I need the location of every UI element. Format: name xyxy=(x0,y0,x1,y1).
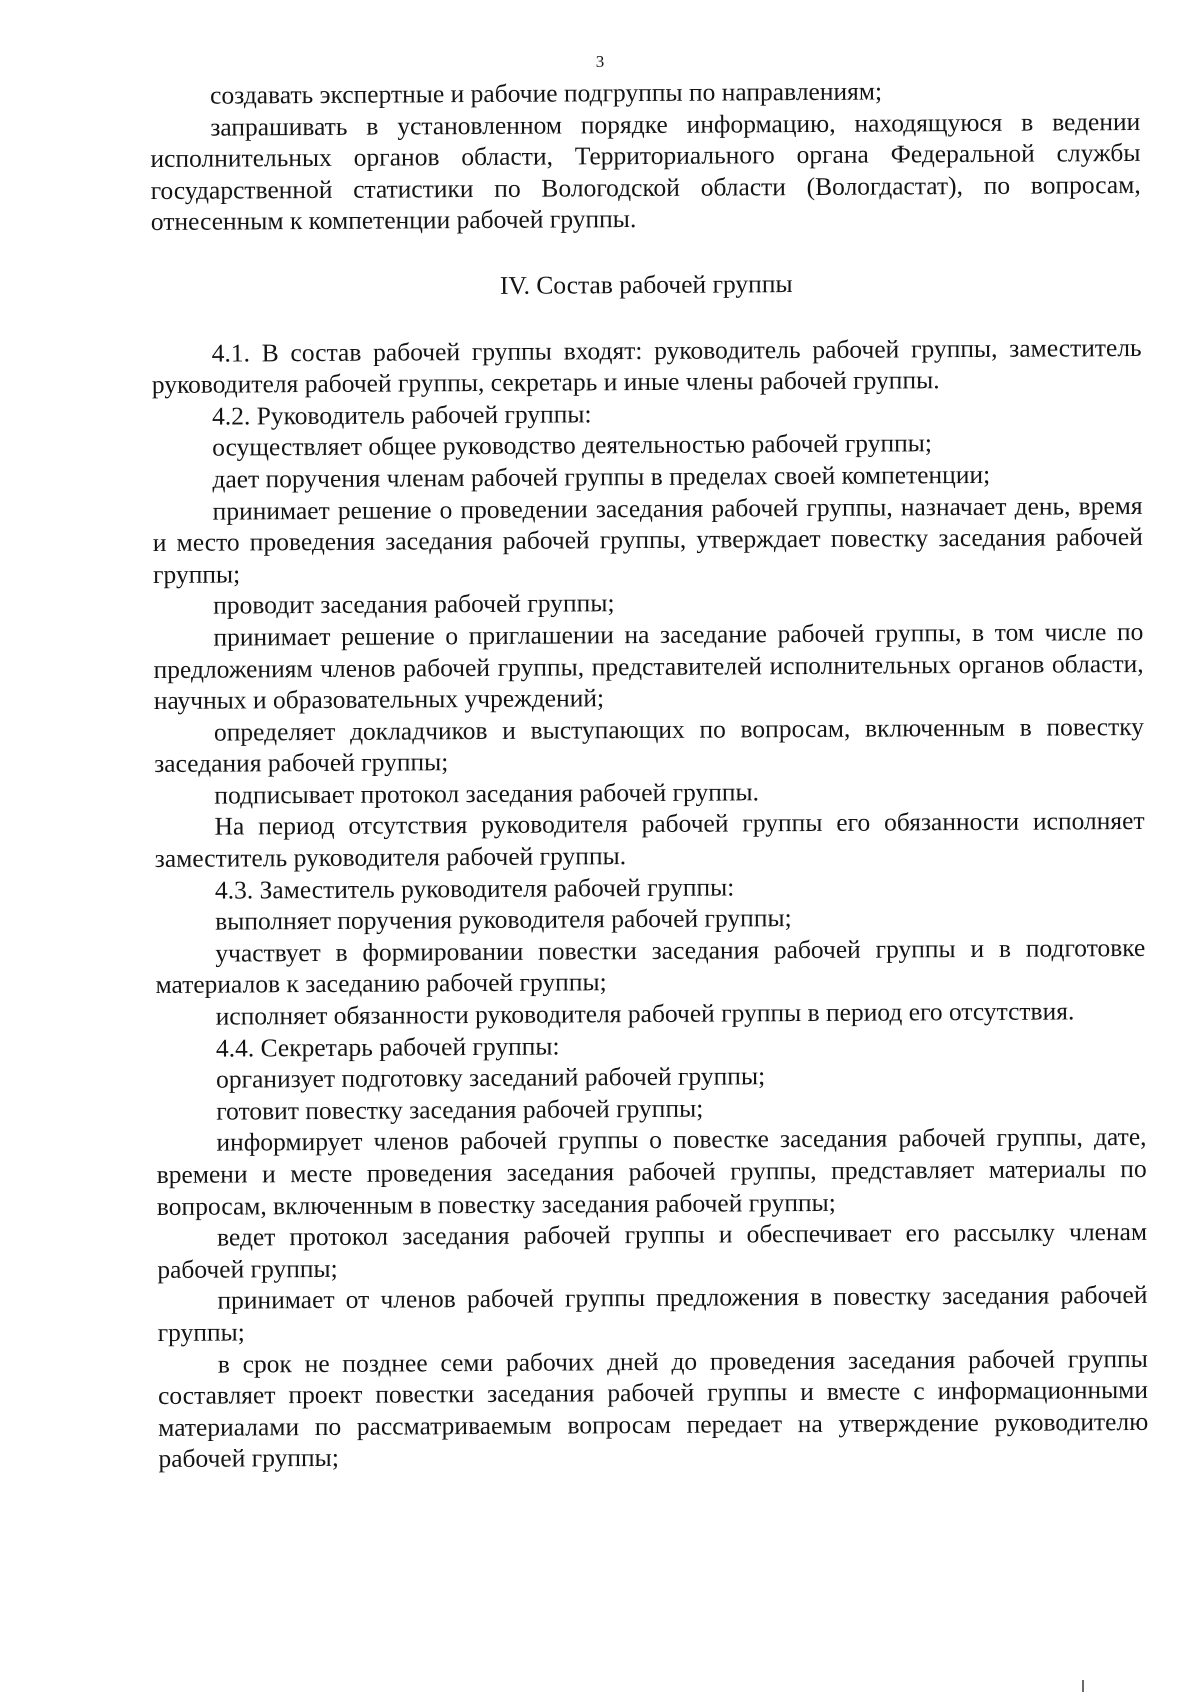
paragraph: проводит заседания рабочей группы; xyxy=(213,588,615,620)
paragraph: готовит повестку заседания рабочей группы; xyxy=(216,1093,704,1126)
paragraph: 4.2. Руководитель рабочей группы: xyxy=(211,399,592,431)
paragraph: 4.3. Заместитель руководителя рабочей группы: xyxy=(214,872,735,905)
paragraph: организует подготовку заседаний рабочей группы; xyxy=(216,1061,766,1094)
paragraph: исполняет обязанности руководителя рабочей группы в период его отсутствия. xyxy=(215,996,1075,1031)
paragraph: определяет докладчиков и выступающих по вопросам, включенным в повестку заседания рабочей группы; xyxy=(154,711,1145,779)
paragraph: принимает решение о проведении заседания рабочей группы, назначает день, время и место проведения заседания рабочей группы, утверждает повестку заседания рабочей группы; xyxy=(152,490,1143,589)
paragraph: участвует в формировании повестки заседания рабочей группы и в подготовке материалов к заседанию рабочей группы; xyxy=(155,932,1146,1000)
paragraph: осуществляет общее руководство деятельностью рабочей группы; xyxy=(212,428,932,462)
paragraph: в срок не позднее семи рабочих дней до проведения заседания рабочей группы составляет проект повестки заседания рабочей группы и вместе с информационными материалами по рассматриваемым вопросам передает на утверждение руководителю рабочей группы; xyxy=(157,1343,1149,1474)
paragraph: ведет протокол заседания рабочей группы и обеспечивает его рассылку членам рабочей группы; xyxy=(157,1217,1148,1284)
paragraph: запрашивать в установленном порядке информацию, находящуюся в ведении исполнительных органов области, Территориального органа Федеральной службы государственной статистики по Вологодской области (Вологдастат), по вопросам, отнесенным к компетенции рабочей группы. xyxy=(150,106,1141,237)
paragraphs-before-heading xyxy=(150,74,1141,238)
paragraph: создавать экспертные и рабочие подгруппы по направлениям; xyxy=(210,76,883,110)
section-heading: IV. Состав рабочей группы xyxy=(499,269,793,300)
page-number: 3 xyxy=(595,52,605,71)
paragraph: принимает от членов рабочей группы предложения в повестку заседания рабочей группы; xyxy=(157,1280,1148,1347)
paragraphs-after-heading xyxy=(152,332,1149,1475)
paragraph: подписывает протокол заседания рабочей группы. xyxy=(214,777,760,810)
paragraph: 4.4. Секретарь рабочей группы: xyxy=(215,1031,560,1063)
paragraph: дает поручения членам рабочей группы в пределах своей компетенции; xyxy=(212,459,991,494)
paragraph: принимает решение о приглашении на заседание рабочей группы, в том числе по предложениям членов рабочей группы, представителей исполнительных органов области, научных и образовательных учреждений; xyxy=(153,616,1144,716)
paragraph: 4.1. В состав рабочей группы входят: руководитель рабочей группы, заместитель руководителя рабочей группы, секретарь и иные члены рабочей группы. xyxy=(151,332,1142,400)
paragraph: На период отсутствия руководителя рабочей группы его обязанности исполняет заместитель руководителя рабочей группы. xyxy=(154,806,1145,874)
document-body xyxy=(150,74,1149,1475)
scan-artifact-mark xyxy=(1082,1680,1084,1692)
paragraph: выполняет поручения руководителя рабочей группы; xyxy=(215,903,792,936)
paragraph: информирует членов рабочей группы о повестке заседания рабочей группы, дате, времени и месте проведения заседания рабочей группы, представляет материалы по вопросам, включенным в повестку заседания рабочей группы; xyxy=(156,1122,1147,1221)
